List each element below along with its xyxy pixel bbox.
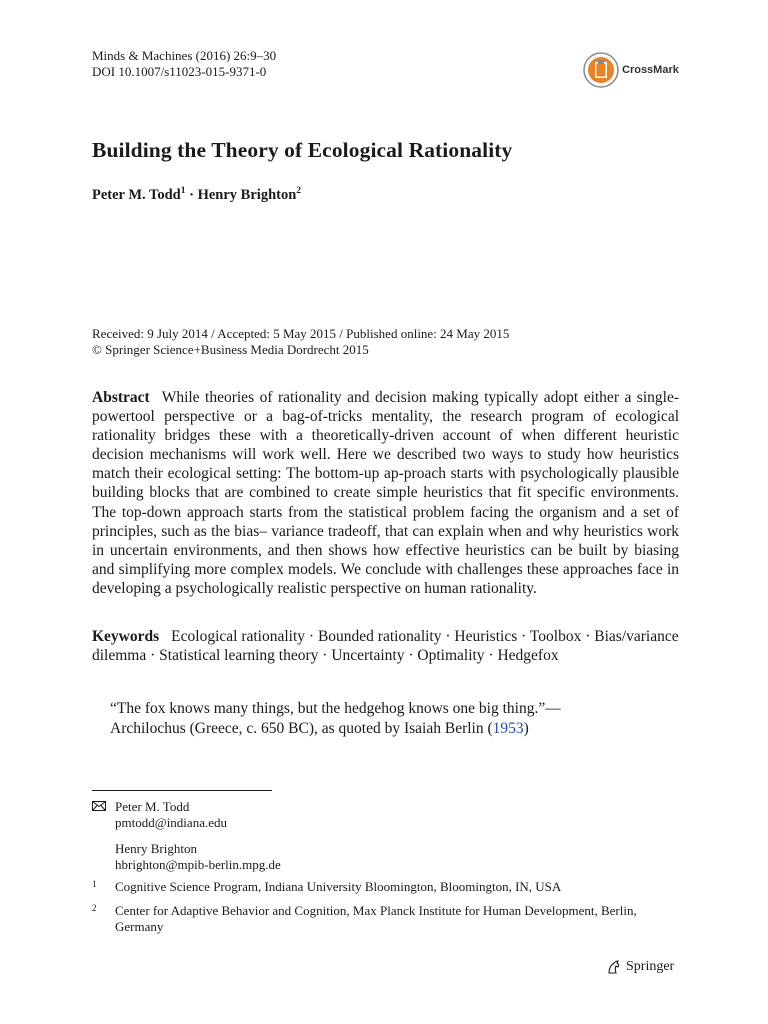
quote-text: “The fox knows many things, but the hedgehog knows one big thing.”— [110,700,561,717]
keywords-text: Ecological rationality · Bounded rationality · Heuristics · Toolbox · Bias/variance dilemma · Statistical learning theory · Uncertainty · Optimality · Hedgefox [92,628,679,665]
affiliation-text: Cognitive Science Program, Indiana University Bloomington, Bloomington, IN, USA [115,879,562,894]
journal-info [92,48,276,80]
epigraph-quote [110,699,670,738]
contact-email[interactable]: pmtodd@indiana.edu [115,815,227,830]
author-affiliation-mark[interactable]: 1 [180,186,186,196]
crossmark-label: CrossMark [622,64,679,76]
abstract-label: Abstract [92,389,150,406]
publication-dates [92,326,509,358]
keywords [92,627,679,665]
crossmark-badge[interactable] [583,52,679,88]
affiliation-text: Center for Adaptive Behavior and Cognition, Max Planck Institute for Human Development, Berlin, Germany [115,903,637,934]
affiliation-number: 2 [92,903,97,913]
contact-name: Peter M. Todd [115,799,190,814]
affiliation-1 [92,879,682,895]
citation-link[interactable]: 1953 [492,719,524,737]
publisher-logo [606,959,674,975]
author-list [92,186,301,204]
affiliation-number: 1 [92,879,97,889]
affiliation-2 [92,903,682,935]
contact-email[interactable]: hbrighton@mpib-berlin.mpg.de [115,857,281,872]
author-name: Henry Brighton [197,186,297,203]
journal-doi[interactable]: DOI 10.1007/s11023-015-9371-0 [92,64,267,79]
abstract-text: While theories of rationality and decision making typically adopt either a single-powertool perspective or a bag-of-tricks mentality, the research program of ecological rationality bridges these with a theoretically-driven account of when different heuristic decision mechanisms will work well. Here we described two ways to study how heuristics match their ecological setting: The bottom-up ap-proach starts with psychologically plausible building blocks that are combined to create simple heuristics that fit specific environments. The top-down approach starts from the statistical problem facing the organism and a set of principles, such as the bias– variance tradeoff, that can explain when and why heuristics work in uncertain environments, and then shows how effective heuristics can be built by biasing and simplifying more complex models. We conclude with challenges these approaches face in developing a psychologically realistic perspective on human rationality. [92,389,679,597]
author-name: Peter M. Todd [92,186,181,203]
author-affiliation-mark[interactable]: 2 [296,186,302,196]
envelope-icon [92,801,106,811]
springer-horse-icon [606,959,622,975]
keywords-label: Keywords [92,628,160,645]
journal-citation: Minds & Machines (2016) 26:9–30 [92,48,277,63]
abstract [92,388,679,598]
crossmark-icon [583,52,619,88]
quote-attribution: Archilochus (Greece, c. 650 BC), as quoted by Isaiah Berlin (1953) [110,719,529,737]
contact-block [92,799,281,873]
copyright-line: © Springer Science+Business Media Dordrecht 2015 [92,342,369,357]
author-separator: · [185,186,198,203]
footnote-divider [92,790,272,791]
history-dates: Received: 9 July 2014 / Accepted: 5 May 2015 / Published online: 24 May 2015 [92,326,510,341]
paper-title: Building the Theory of Ecological Rationality [92,138,513,162]
contact-name: Henry Brighton [115,841,197,856]
publisher-name: Springer [626,959,675,974]
